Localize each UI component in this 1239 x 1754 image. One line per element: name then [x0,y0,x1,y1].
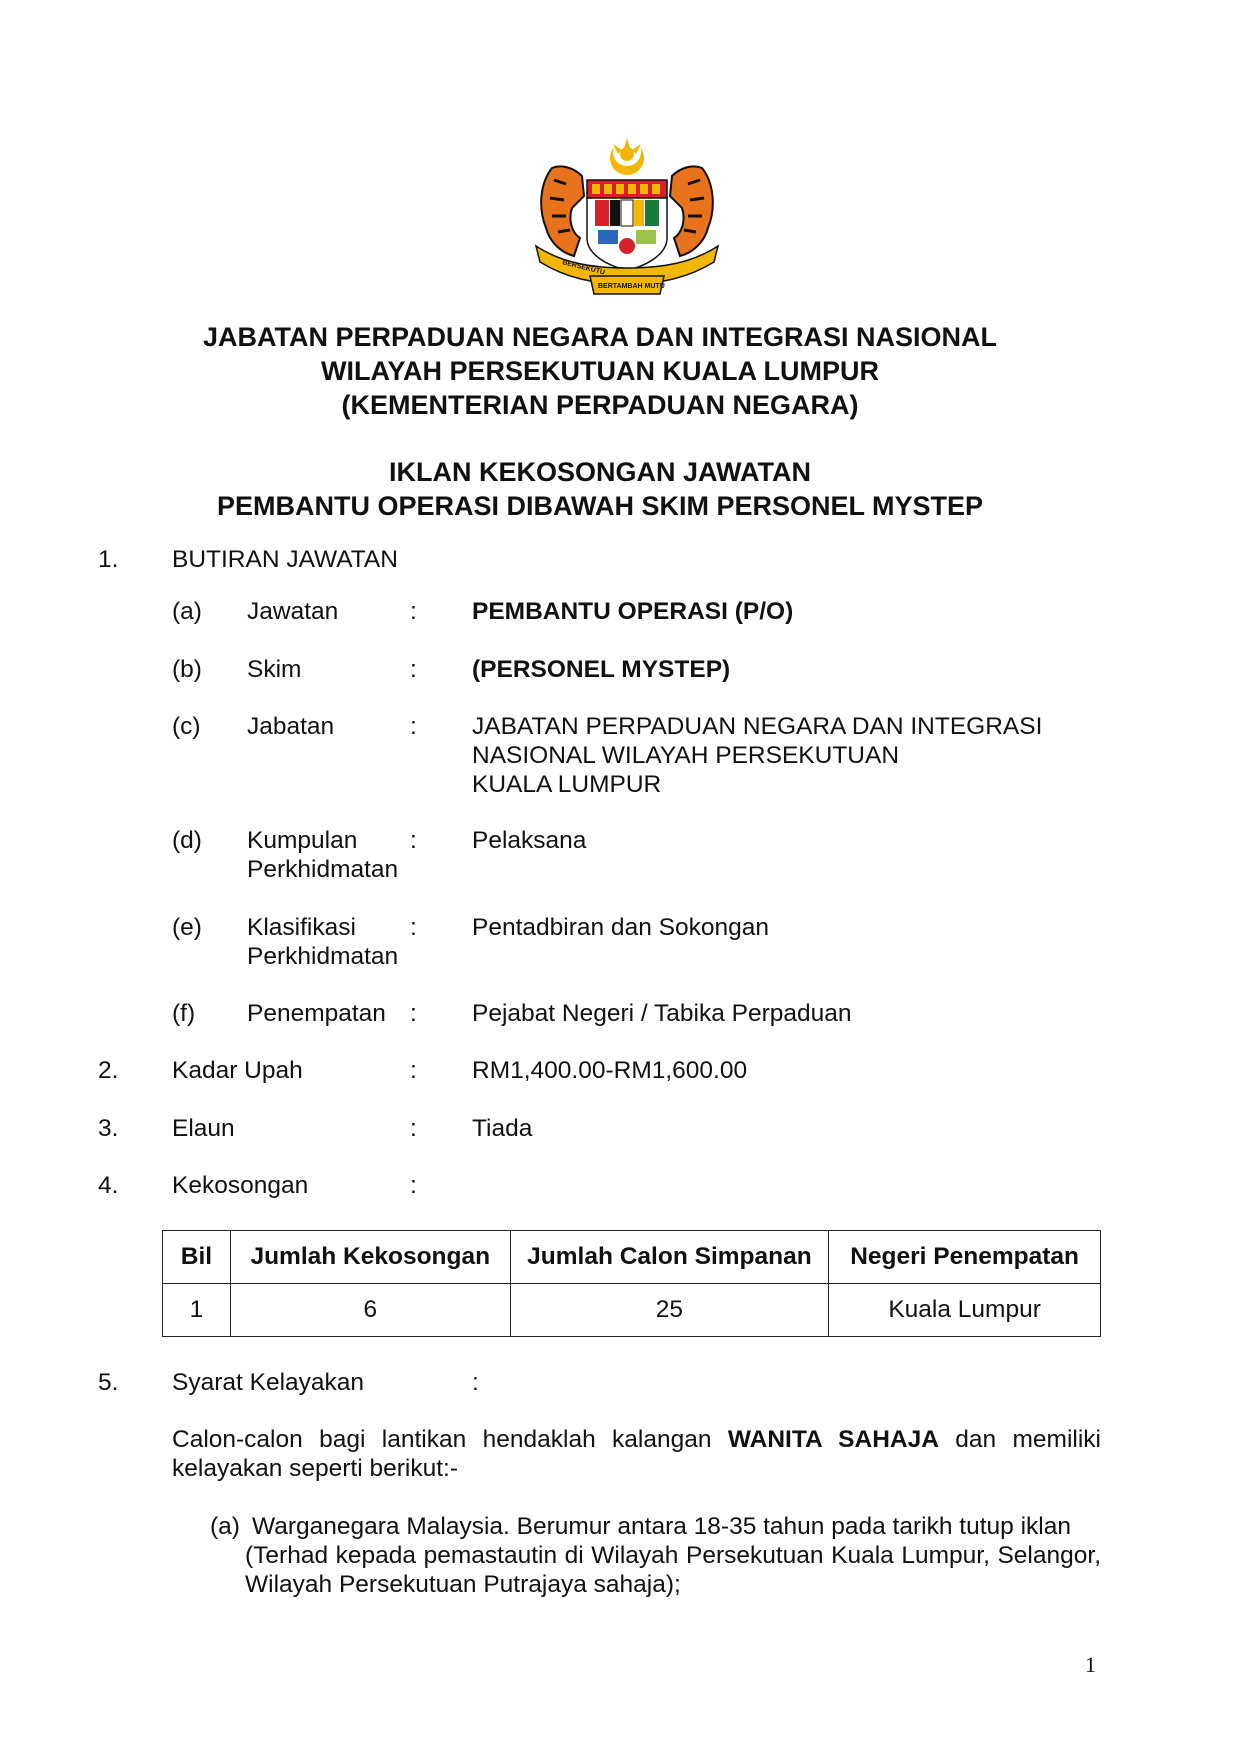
item-c-value-line-3: KUALA LUMPUR [472,771,662,798]
point-a-first-line: Warganegara Malaysia. Berumur antara 18-35 tahun pada tarikh tutup iklan [252,1513,1071,1540]
item-f-colon: : [410,1000,417,1027]
point-a-continuation: (Terhad kepada pemastautin di Wilayah Persekutuan Kuala Lumpur, Selangor, Wilayah Persekutuan Putrajaya sahaja); [245,1542,1101,1598]
section-2-label: Kadar Upah [172,1057,303,1084]
item-b-label: Skim [247,656,302,683]
header-jumlah-calon-simpanan: Jumlah Calon Simpanan [510,1231,829,1284]
ribbon-bottom-text: BERTAMBAH MUTU [598,283,665,290]
item-e-letter: (e) [172,914,202,941]
intro-text-bold: WANITA SAHAJA [727,1426,939,1453]
cell-jumlah-calon-simpanan: 25 [510,1284,829,1337]
table-header-row [163,1231,1101,1284]
item-f-letter: (f) [172,1000,196,1027]
item-f-value: Pejabat Negeri / Tabika Perpaduan [472,1000,852,1027]
section-4-label: Kekosongan [172,1172,309,1199]
section-5-label: Syarat Kelayakan [172,1369,365,1396]
item-b-value: (PERSONEL MYSTEP) [472,656,731,683]
ribbon-left-text: BERSEKUTU [561,259,606,277]
section-2-value: RM1,400.00-RM1,600.00 [472,1057,748,1084]
coat-of-arms-logo [532,138,722,298]
section-3-colon: : [410,1115,417,1142]
header-line-3: (KEMENTERIAN PERPADUAN NEGARA) [341,390,859,420]
section-2-colon: : [410,1057,417,1084]
item-b-letter: (b) [172,656,202,683]
item-e-label-line-2: Perkhidmatan [247,943,399,970]
item-c-colon: : [410,713,417,740]
section-5-number: 5. [98,1369,119,1396]
item-e-value: Pentadbiran dan Sokongan [472,914,769,941]
section-1-title: BUTIRAN JAWATAN [172,546,398,573]
section-3-value: Tiada [472,1115,533,1142]
cell-negeri-penempatan: Kuala Lumpur [829,1284,1101,1337]
item-d-colon: : [410,827,417,854]
intro-text-before: Calon-calon bagi lantikan hendaklah kalangan [172,1426,712,1453]
item-d-value: Pelaksana [472,827,587,854]
header-line-1: JABATAN PERPADUAN NEGARA DAN INTEGRASI NASIONAL [202,322,998,352]
section-1-number: 1. [98,546,119,573]
header-negeri-penempatan: Negeri Penempatan [829,1231,1101,1284]
vacancy-table [162,1230,1101,1337]
section-4-colon: : [410,1172,417,1199]
item-a-colon: : [410,598,417,625]
section-3-label: Elaun [172,1115,235,1142]
section-3-number: 3. [98,1115,119,1142]
item-c-label: Jabatan [247,713,335,740]
item-f-label: Penempatan [247,1000,386,1027]
point-a-letter: (a) [210,1513,240,1540]
item-a-letter: (a) [172,598,202,625]
table-row [163,1284,1101,1337]
cell-jumlah-kekosongan: 6 [230,1284,510,1337]
subheader-line-2: PEMBANTU OPERASI DIBAWAH SKIM PERSONEL MYSTEP [216,491,984,521]
item-d-label-line-2: Perkhidmatan [247,856,399,883]
section-2-number: 2. [98,1057,119,1084]
item-d-label-line-1: Kumpulan [247,827,358,854]
section-4-number: 4. [98,1172,119,1199]
item-c-letter: (c) [172,713,201,740]
item-d-letter: (d) [172,827,202,854]
item-e-colon: : [410,914,417,941]
item-e-label-line-1: Klasifikasi [247,914,356,941]
item-b-colon: : [410,656,417,683]
coat-of-arms-icon [532,138,722,298]
item-c-value-line-1: JABATAN PERPADUAN NEGARA DAN INTEGRASI [472,713,1043,740]
subheader-line-1: IKLAN KEKOSONGAN JAWATAN [388,457,811,487]
header-jumlah-kekosongan: Jumlah Kekosongan [230,1231,510,1284]
item-a-value: PEMBANTU OPERASI (P/O) [472,598,794,625]
header-bil: Bil [163,1231,231,1284]
cell-bil: 1 [163,1284,231,1337]
header-line-2: WILAYAH PERSEKUTUAN KUALA LUMPUR [320,356,880,386]
section-5-colon: : [472,1369,479,1396]
item-c-value-line-2: NASIONAL WILAYAH PERSEKUTUAN [472,742,900,769]
intro-text-after: dan memiliki kelayakan seperti berikut:- [172,1426,1101,1482]
item-a-label: Jawatan [247,598,339,625]
page-number: 1 [1085,1652,1096,1677]
eligibility-intro [172,1425,1101,1483]
